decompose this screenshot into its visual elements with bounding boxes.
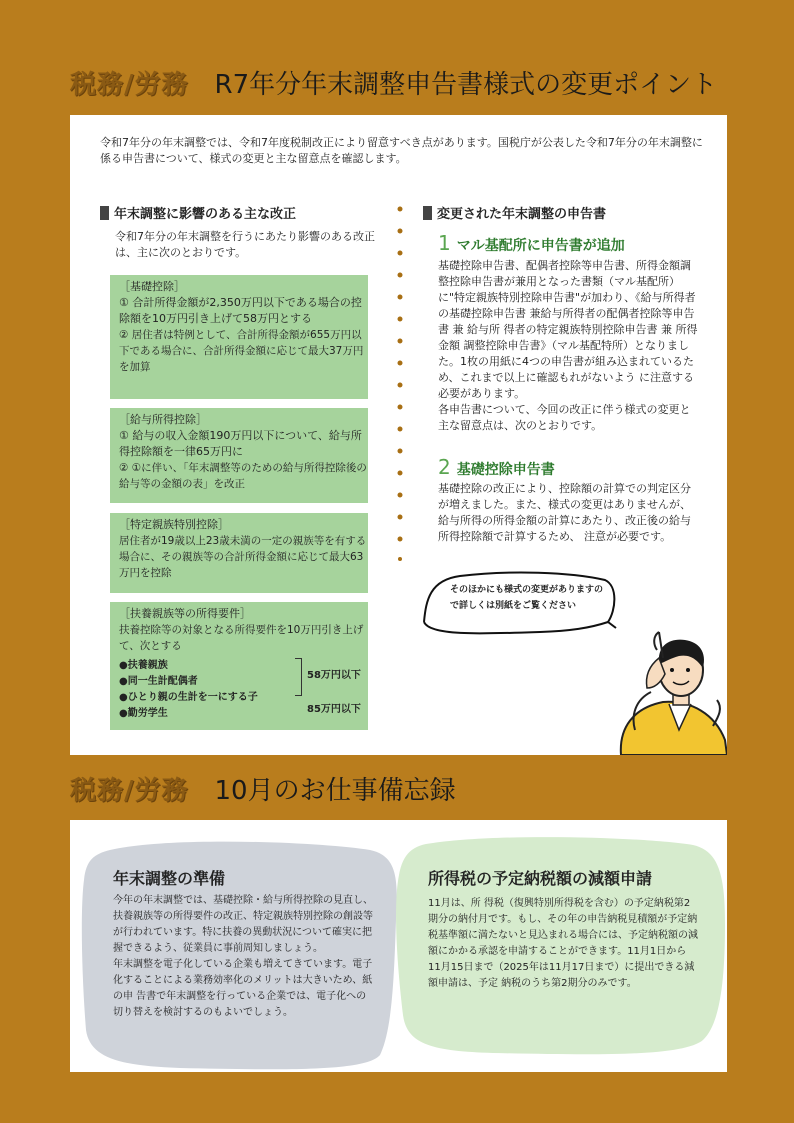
memo-panel <box>70 820 727 1072</box>
square-icon <box>100 206 109 220</box>
section-header-1 <box>70 64 717 101</box>
amount-2: 85万円以下 <box>307 704 361 715</box>
subheading-1: 1 マル基配所に申告書が追加 <box>438 231 625 255</box>
dotted-divider <box>396 203 404 563</box>
left-lead: 令和7年分の年末調整を行うにあたり影響のある改正は、主に次のとおりです。 <box>115 230 375 259</box>
box-specific-relative: ［特定親族特別控除］ 居住者が19歳以上23歳未満の一定の親族等を有する場合に、その親族等の合計所得金額に応じて最大63万円を控除 <box>110 513 368 593</box>
page-title: R7年分年末調整申告書様式の変更ポイント <box>214 70 718 100</box>
amount-1: 58万円以下 <box>307 670 361 681</box>
subsection-1-text: 基礎控除申告書、配偶者控除等申告書、所得金額調整控除申告書が兼用となった書類（マル基配所）に"特定親族特別控除申告書"が加わり、《給与所得者の基礎控除申告書 兼給与所得者の配偶者控除等申告書 兼 給与所 得者の特定親族特別控除申告書 兼 所得金額 調整控除申告書》（マル基配特所）となりました。1枚の用紙に4つの申告書が組み込まれているため、これまで以上に確認もれがないよう に注意する必要があります。 各申告書について、今回の改正に伴う様式の変更と主な留意点は、次のとおりです。 <box>438 259 698 432</box>
bullet-item: ●ひとり親の生計を一にする子 <box>119 692 258 703</box>
box-dependent-requirements: ［扶養親族等の所得要件］ 扶養控除等の対象となる所得要件を10万円引き上げて、次とする ●扶養親族 ●同一生計配偶者 ●ひとり親の生計を一にする子 ●勤労学生 58万円以下 85万円以下 <box>110 602 368 730</box>
memo-1-title: 年末調整の準備 <box>113 869 226 888</box>
main-panel <box>70 115 727 755</box>
square-icon <box>423 206 432 220</box>
box-salary-deduction: ［給与所得控除］ ① 給与の収入金額190万円以下について、給与所得控除額を一律65万円に ② ①に伴い、「年末調整等のための給与所得控除後の給与等の金額の表」を改正 <box>110 408 368 503</box>
subheading-2: 2 基礎控除申告書 <box>438 455 555 479</box>
bullet-item: ●勤労学生 <box>119 708 168 719</box>
bullet-item: ●同一生計配偶者 <box>119 676 198 687</box>
intro-text: 令和7年分の年末調整では、令和7年度税制改正により留意すべき点があります。国税庁が公表した令和7年分の年末調整に係る申告書について、様式の変更と主な留意点を確認します。 <box>100 136 703 165</box>
right-heading: 変更された年末調整の申告書 <box>423 203 606 222</box>
category-tag: 税務/労務 <box>70 776 189 806</box>
section-header-2 <box>70 770 456 807</box>
left-heading: 年末調整に影響のある主な改正 <box>100 203 296 222</box>
category-tag: 税務/労務 <box>70 70 189 100</box>
box-basic-deduction: ［基礎控除］ ① 合計所得金額が2,350万円以下である場合の控除額を10万円引き上げて58万円とする ② 居住者は特例として、合計所得金額が655万円以下である場合に、合計所得金額に応じて最大37万円を加算 <box>110 275 368 399</box>
memo-2-title: 所得税の予定納税額の減額申請 <box>428 869 653 888</box>
bubble-text: そのほかにも様式の変更がありますので詳しくは別紙をご覧ください <box>450 585 604 611</box>
brace <box>295 658 302 696</box>
subsection-2-text: 基礎控除の改正により、控除額の計算での判定区分が増えました。また、様式の変更はありませんが、給与所得の所得金額の計算にあたり、改正後の給与所得控除額で計算するため、 注意が必要です。 <box>438 482 691 543</box>
bullet-item: ●扶養親族 <box>119 660 168 671</box>
section-title: 10月のお仕事備忘録 <box>214 776 456 806</box>
memo-1-text: 今年の年末調整では、基礎控除・給与所得控除の見直し、扶養親族等の所得要件の改正、特定親族特別控除の創設等が行われています。特に扶養の異動状況について確実に把握できるよう、従業員に事前周知しましょう。 年末調整を電子化している企業も増えてきています。電子化することによる業務効率化のメリットは大きいため、紙の申 告書で年末調整を行っている企業では、電子化への切り替えを検討するのもよいでしょう。 <box>113 895 373 1018</box>
pointing-man-illustration <box>575 630 727 755</box>
memo-2-text: 11月は、所 得税（復興特別所得税を含む）の予定納税第2期分の納付月です。もし、その年の申告納税見積額が予定納税基準額に満たないと見込まれる場合には、予定納税額の減額にかかる承認を申請することができます。11月1日から11月15日まで（2025年は11月17日まで）に提出できる減額申請は、予定 納税のうち第2期分のみです。 <box>428 898 698 989</box>
